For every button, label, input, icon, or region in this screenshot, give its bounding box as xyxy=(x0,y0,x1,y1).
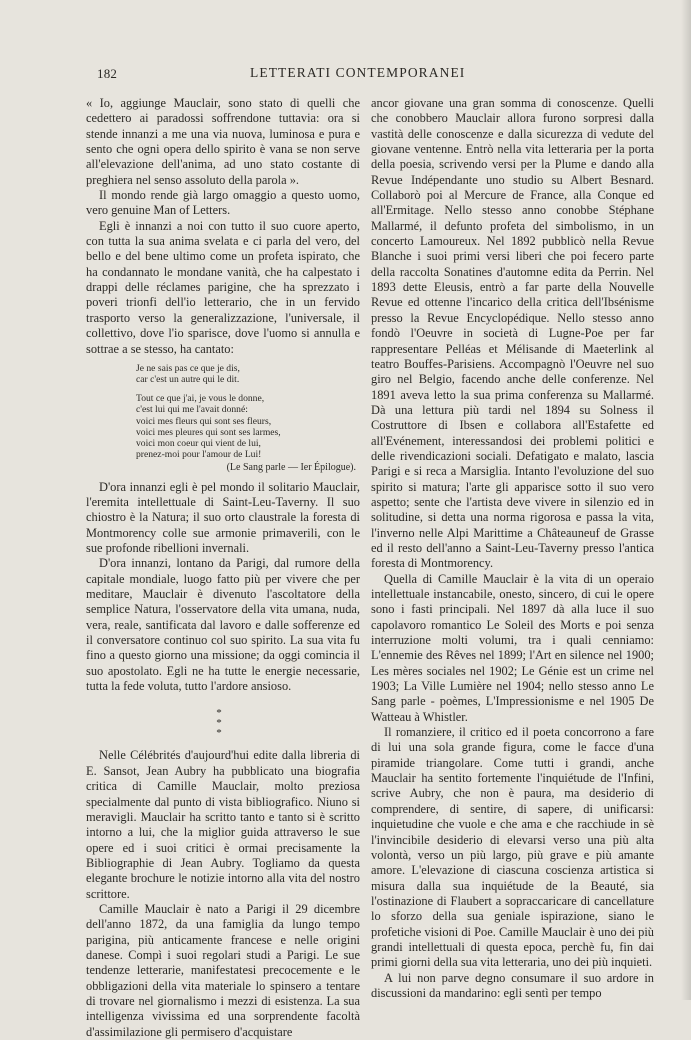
asterism-stars: * * xyxy=(216,717,230,740)
paragraph: Il romanziere, il critico ed il poeta concorrono a fare di lui una sola grande figura, come le facce d'una piramide triangolare. Come tutti i grandi, anche Mauclair ha sentito fortemente l'inquiétude de l'Infini, scrive Aubry, che non è paura, ma desiderio di comprendere, di sentire, di sapere, di unificarsi: inquietudine che vuole e che ama e che racchiude in sè l'invincibile desiderio di elevarsi verso una più alta volontà, verso un più largo, più grave e più amante amore. L'elevazione di ciascuna coscienza artistica si misura dalla sua inquiétude de la Beauté, sia l'ostinazione di Flaubert a sopraccaricare di cancellature lo sforzo della sua geniale ispirazione, siano le profetiche visioni di Poe. Camille Mauclair è uno dei più grandi intellettuali di questa epoca, perchè fu, fin dai primi giorni della sua vita letteraria, uno dei più inquieti. xyxy=(371,725,654,970)
verse-line: car c'est un autre qui le dit. xyxy=(136,374,240,386)
verse-line: voici mes fleurs qui sont ses fleurs, xyxy=(136,415,272,427)
verse-line: voici mon coeur qui vient de lui, xyxy=(136,438,261,450)
right-column xyxy=(371,96,654,1001)
stanza-break xyxy=(136,385,360,393)
paragraph: D'ora innanzi, lontano da Parigi, dal rumore della capitale mondiale, luogo fatto più per vivere che per meditare, Mauclair è divenuto l'ascoltatore della semplice Natura, l'osservatore della vita umana, nuda, vera, reale, santificata dal lavoro e dalle sofferenze ed il conversatore continuo col suo spirito. La sua vita fu fino a questo giorno una missione; da oggi comincia il suo apostolato. Egli ne ha tutte le energie necessarie, tutta la fede voluta, tutto l'ardore ansioso. xyxy=(86,556,360,694)
left-column xyxy=(86,96,360,1040)
section-break-asterism xyxy=(86,708,360,738)
verse-line: Je ne sais pas ce que je dis, xyxy=(136,362,240,374)
paragraph: « Io, aggiunge Mauclair, sono stato di quelli che cedettero ai paradossi soffrendone tuttavia: ora si stende innanzi a me una via nuova, luminosa e pura e sento che ogni opera dello spirito è vana se non serve all'elevazione dell'anima, ad uno stato costante di preghiera nel senso assoluto della parola ». xyxy=(86,96,360,187)
paragraph: Nelle Célébrités d'aujourd'hui edite dalla libreria di E. Sansot, Jean Aubry ha pubblicato una biografia critica di Camille Mauclair, molto preziosa specialmente dal punto di vista bibliografico. Niuno si meravigli. Mauclair ha scritto tanto e tanto si è scritto intorno a lui, che la miglior guida attraverso le sue opere ed i suoi critici è ormai precisamente la Bibliographie di Jean Aubry. Togliamo da questa elegante brochure le notizie intorno alla vita del nostro scrittore. xyxy=(86,748,360,901)
paragraph: Il mondo rende già largo omaggio a questo uomo, vero genuine Man of Letters. xyxy=(86,188,360,218)
paragraph: Quella di Camille Mauclair è la vita di un operaio intellettuale instancabile, onesto, sincero, di cui le opere sono i fasti principali. Nel 1897 dà alla luce il suo capolavoro romantico Le Soleil des Morts e poi senza interruzione molti volumi, tra i quali cenniamo: L'ennemie des Rêves nel 1899; l'Art en silence nel 1900; Les mères sociales nel 1902; Le Génie est un crime nel 1903; La Ville Lumière nel 1904; nello stesso anno Le Sang parle - poèmes, L'Impressionisme e nel 1905 De Watteau à Whistler. xyxy=(371,571,654,724)
paragraph: A lui non parve degno consumare il suo ardore in discussioni da mandarino: egli sentì per tempo xyxy=(371,970,654,1000)
verse-line: prenez-moi pour l'amour de Lui! xyxy=(136,449,262,461)
paragraph: ancor giovane una gran somma di conoscenze. Quelli che conobbero Mauclair allora furono sorpresi dalla vastità delle conoscenze e dalla sicurezza di vedute del giovane ventenne. Entrò nella vita letteraria per la porta della poesia, scrivendo versi per la Plume e dando alla Revue Indépendante uno studio su Albert Besnard. Collaborò poi al Mercure de France, alla Conque ed all'Ermitage. Nello stesso anno conobbe Stéphane Mallarmé, il defunto profeta del simbolismo, in un concerto Lamoureux. Nel 1892 pubblicò nella Revue Blanche i suoi primi versi liberi che poi fecero parte della raccolta Sonatines d'automne edita da Perrin. Nel 1893 dette Eleusis, entrò a far parte della Nouvelle Revue ed ottenne l'incarico della critica dell'Ibsénisme presso la Revue Encyclopédique. Nello stesso anno fondò l'Oeuvre in società di Lugne-Poe per far rappresentare Pelléas et Mélisande di Maeterlink al teatro Bouffes-Parisiens. Accompagnò l'Oeuvre nel suo giro nel Belgio, facendo anche delle conferenze. Nel 1891 aveva letto la sua prima conferenza su Mallarmé. Dà una lettura più tardi nel 1894 su Solness il Costruttore di Ibsen e collabora all'Estafette ed all'Evénement, interessandosi dei problemi politici e delle rivendicazioni sociali. Defatigato e malato, lascia Parigi e si reca a Marsiglia. Intanto l'evoluzione del suo spirito si matura; l'arte gli apparisce sotto il suo vero aspetto; sente che l'artista deve vivere in silenzio ed in solitudine, si detta una norma rigorosa e passa la vita, l'inverno nelle Alpi Marittime a Châteauneuf de Grasse ed il resto dell'anno a Saint-Leu-Taverny presso l'antica foresta di Montmorency. xyxy=(371,96,654,571)
paragraph: Egli è innanzi a noi con tutto il suo cuore aperto, con tutta la sua anima svelata e ci parla del vero, del bello e del bene ultimo come un profeta ispirato, che ha condannato le mondane vanità, che ha calpestato i drappi delle réclames parigine, che ha sprezzato i poveri trionfi dell'io letterario, che in un fervido trasporto verso la generalizzazione, l'universale, il collettivo, dove l'io sparisce, dove l'uomo si annulla e sottrae a se stesso, ha cantato: xyxy=(86,218,360,356)
verse-line: voici mes pleures qui sont ses larmes, xyxy=(136,426,281,438)
paragraph: D'ora innanzi egli è pel mondo il solitario Mauclair, l'eremita intellettuale di Saint-Leu-Taverny. Il suo chiostro è la Natura; il suo orto claustrale la foresta di Montmorency colle sue armonie primaverili, con le sue profonde ribellioni invernali. xyxy=(86,479,360,556)
verse-source: (Le Sang parle — Ier Épilogue). xyxy=(226,462,356,474)
asterism-star: * xyxy=(216,707,230,720)
verse-line: c'est lui qui me l'avait donné: xyxy=(136,404,248,416)
verse-quotation xyxy=(136,363,360,474)
page-edge-shadow xyxy=(681,0,691,1000)
verse-line: Tout ce que j'ai, je vous le donne, xyxy=(136,393,265,405)
paragraph: Camille Mauclair è nato a Parigi il 29 dicembre dell'anno 1872, da una famiglia da lungo tempo parigina, più anticamente francese e nelle origini danese. Compì i suoi regolari studi a Parigi. Le sue tendenze letterarie, manifestatesi precocemente e le obbligazioni della vita materiale lo spinsero a tentare di trovare nel giornalismo i mezzi di esistenza. La sua intelligenza vivissima ed una sorprendente facoltà d'assimilazione gli permisero d'acquistare xyxy=(86,901,360,1039)
page-number: 182 xyxy=(97,66,118,81)
running-title: LETTERATI CONTEMPORANEI xyxy=(250,65,466,80)
